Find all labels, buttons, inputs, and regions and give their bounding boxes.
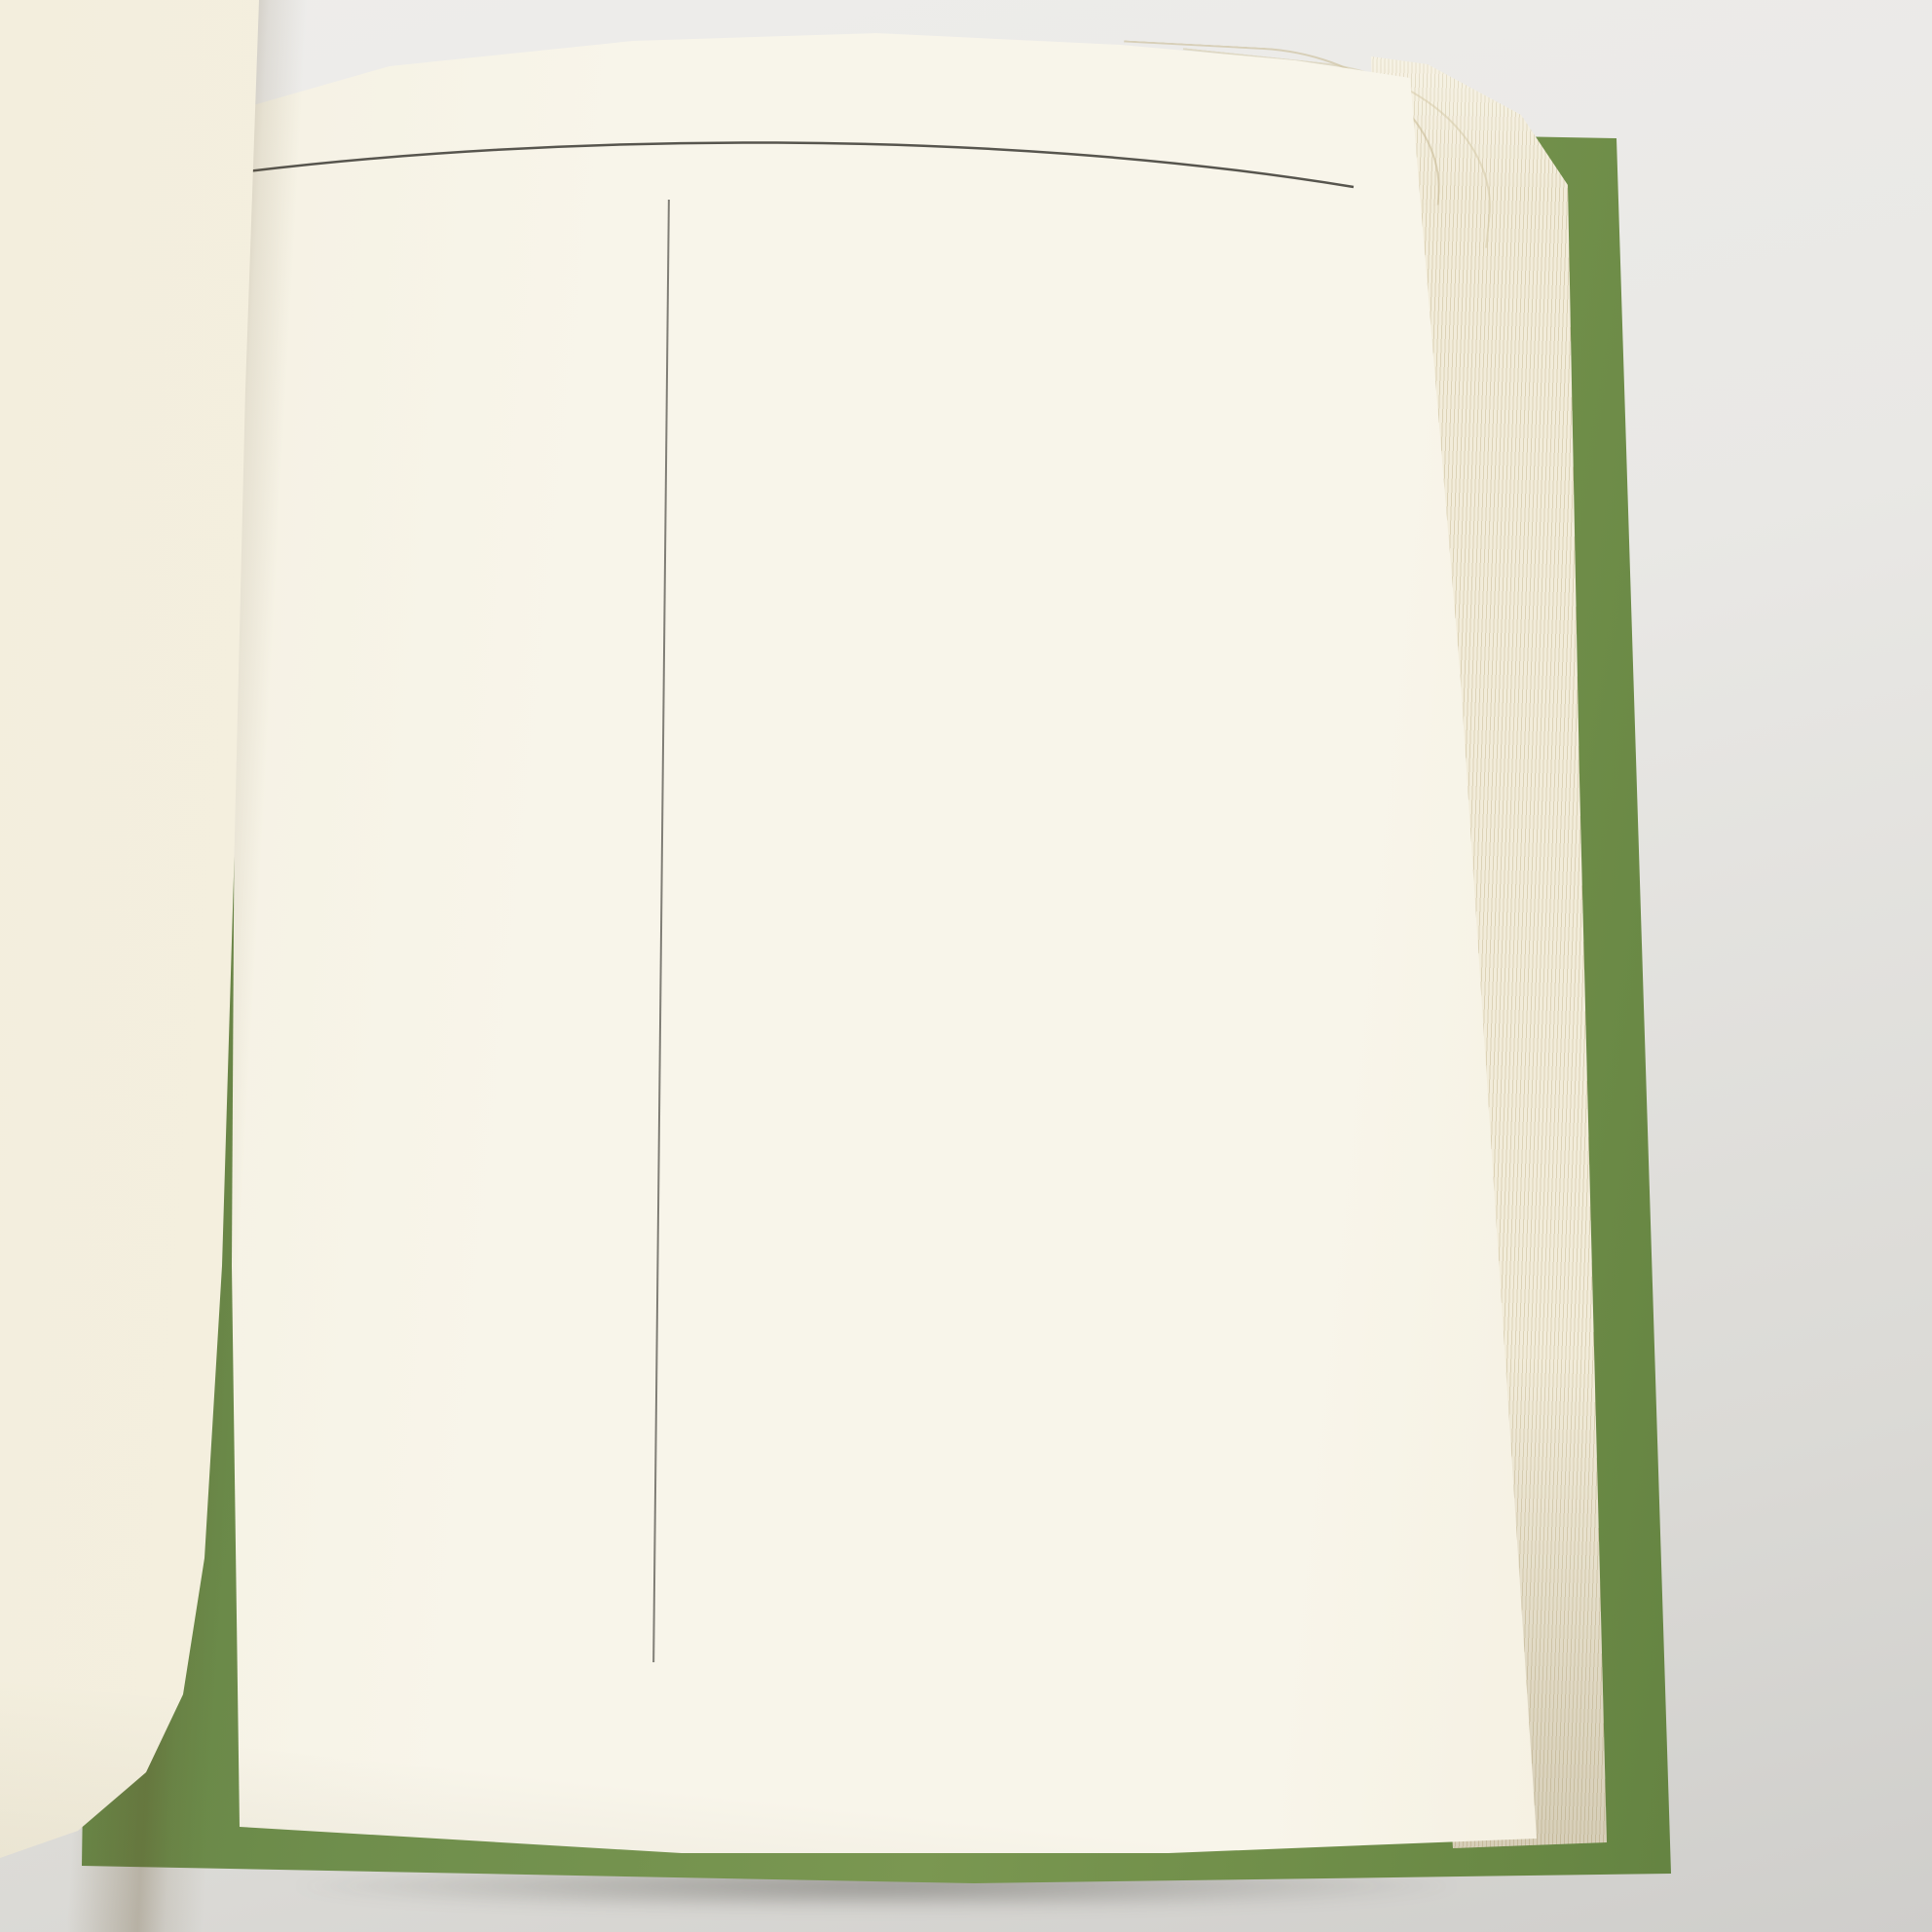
column-divider-rule	[652, 200, 670, 1662]
text-column-right	[682, 271, 1094, 291]
text-column-left	[248, 213, 660, 238]
header-rule	[243, 127, 1358, 204]
